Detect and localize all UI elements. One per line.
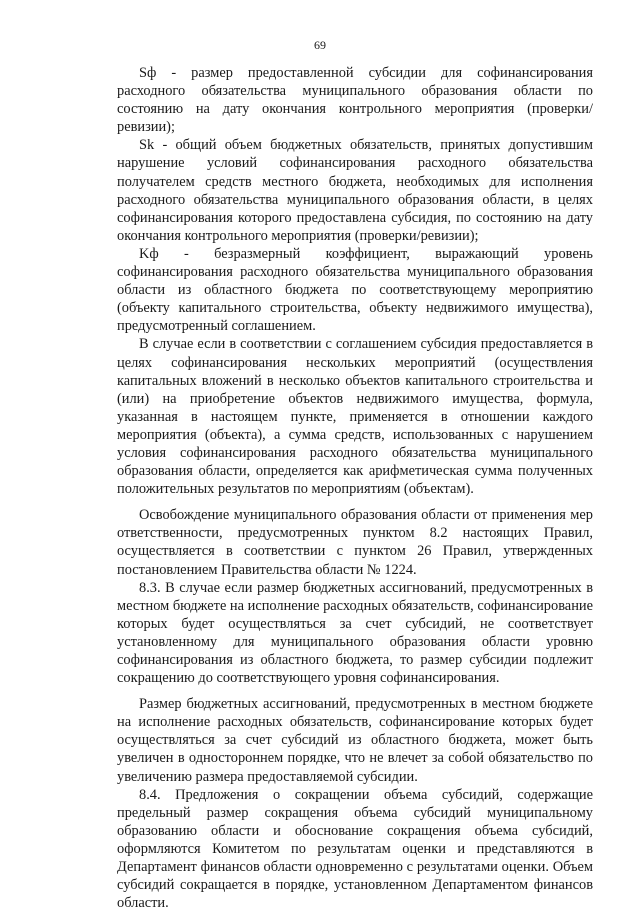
paragraph-allocation-increase: Размер бюджетных ассигнований, предусмотренных в местном бюджете на исполнение расходных обязательств, софинансирование которых будет осуществляться за счет субсидий из областного бюджета, может быть увеличен в одностороннем порядке, что не влечет за собой обязательство по увеличению размера предоставляемой субсидии. (117, 696, 593, 785)
page-number: 69 (314, 38, 326, 52)
paragraph-8-3: 8.3. В случае если размер бюджетных ассигнований, предусмотренных в местном бюджете на исполнение расходных обязательств, софинансирование которых будет осуществляться за счет субсидий, не соответствует установленному для муниципального образования области уровню софинансирования из областного бюджета, то размер субсидии подлежит сокращению до соответствующего уровня софинансирования. (117, 579, 593, 687)
paragraph-sk-definition: Sk - общий объем бюджетных обязательств, принятых допустившим нарушение условий софинансирования расходного обязательства получателем средств местного бюджета, необходимых для исполнения расходного обязательства муниципального образования области, в целях софинансирования которого предоставлена субсидия, по состоянию на дату окончания контрольного мероприятия (проверки/ревизии); (117, 137, 593, 244)
paragraph-exemption: Освобождение муниципального образования области от применения мер ответственности, предусмотренных пунктом 8.2 настоящих Правил, осуществляется в соответствии с пунктом 26 Правил, утвержденных постановлением Правительства области № 1224. (117, 507, 593, 578)
paragraph-multiple-measures: В случае если в соответствии с соглашением субсидия предоставляется в целях софинансирования нескольких мероприятий (осуществления капитальных вложений в несколько объектов капитального строительства и (или) на приобретение объектов недвижимого имущества, формула, указанная в настоящем пункте, применяется в отношении каждого мероприятия (объекта), а сумма средств, использованных с нарушением условия софинансирования расходного обязательства муниципального образования области, определяется как арифметическая сумма полученных положительных результатов по мероприятиям (объектам). (117, 336, 593, 498)
paragraph-kf-definition: Kф - безразмерный коэффициент, выражающий уровень софинансирования расходного обязательства муниципального образования области из областного бюджета по соответствующему мероприятию (объекту капитального строительства, объекту недвижимого имущества), предусмотренный соглашением. (117, 245, 593, 335)
document-body (117, 60, 593, 912)
paragraph-sf-definition: Sф - размер предоставленной субсидии для софинансирования расходного обязательства муниципального образования области по состоянию на дату окончания контрольного мероприятия (проверки/ревизии); (117, 65, 593, 136)
paragraph-8-4: 8.4. Предложения о сокращении объема субсидий, содержащие предельный размер сокращения объема субсидий муниципальному образованию области и обоснование сокращения объема субсидий, оформляются Комитетом по результатам оценки и представляются в Департамент финансов области одновременно с результатами оценки. Объем субсидий сокращается в порядке, установленном Департаментом финансов области. (117, 786, 593, 912)
